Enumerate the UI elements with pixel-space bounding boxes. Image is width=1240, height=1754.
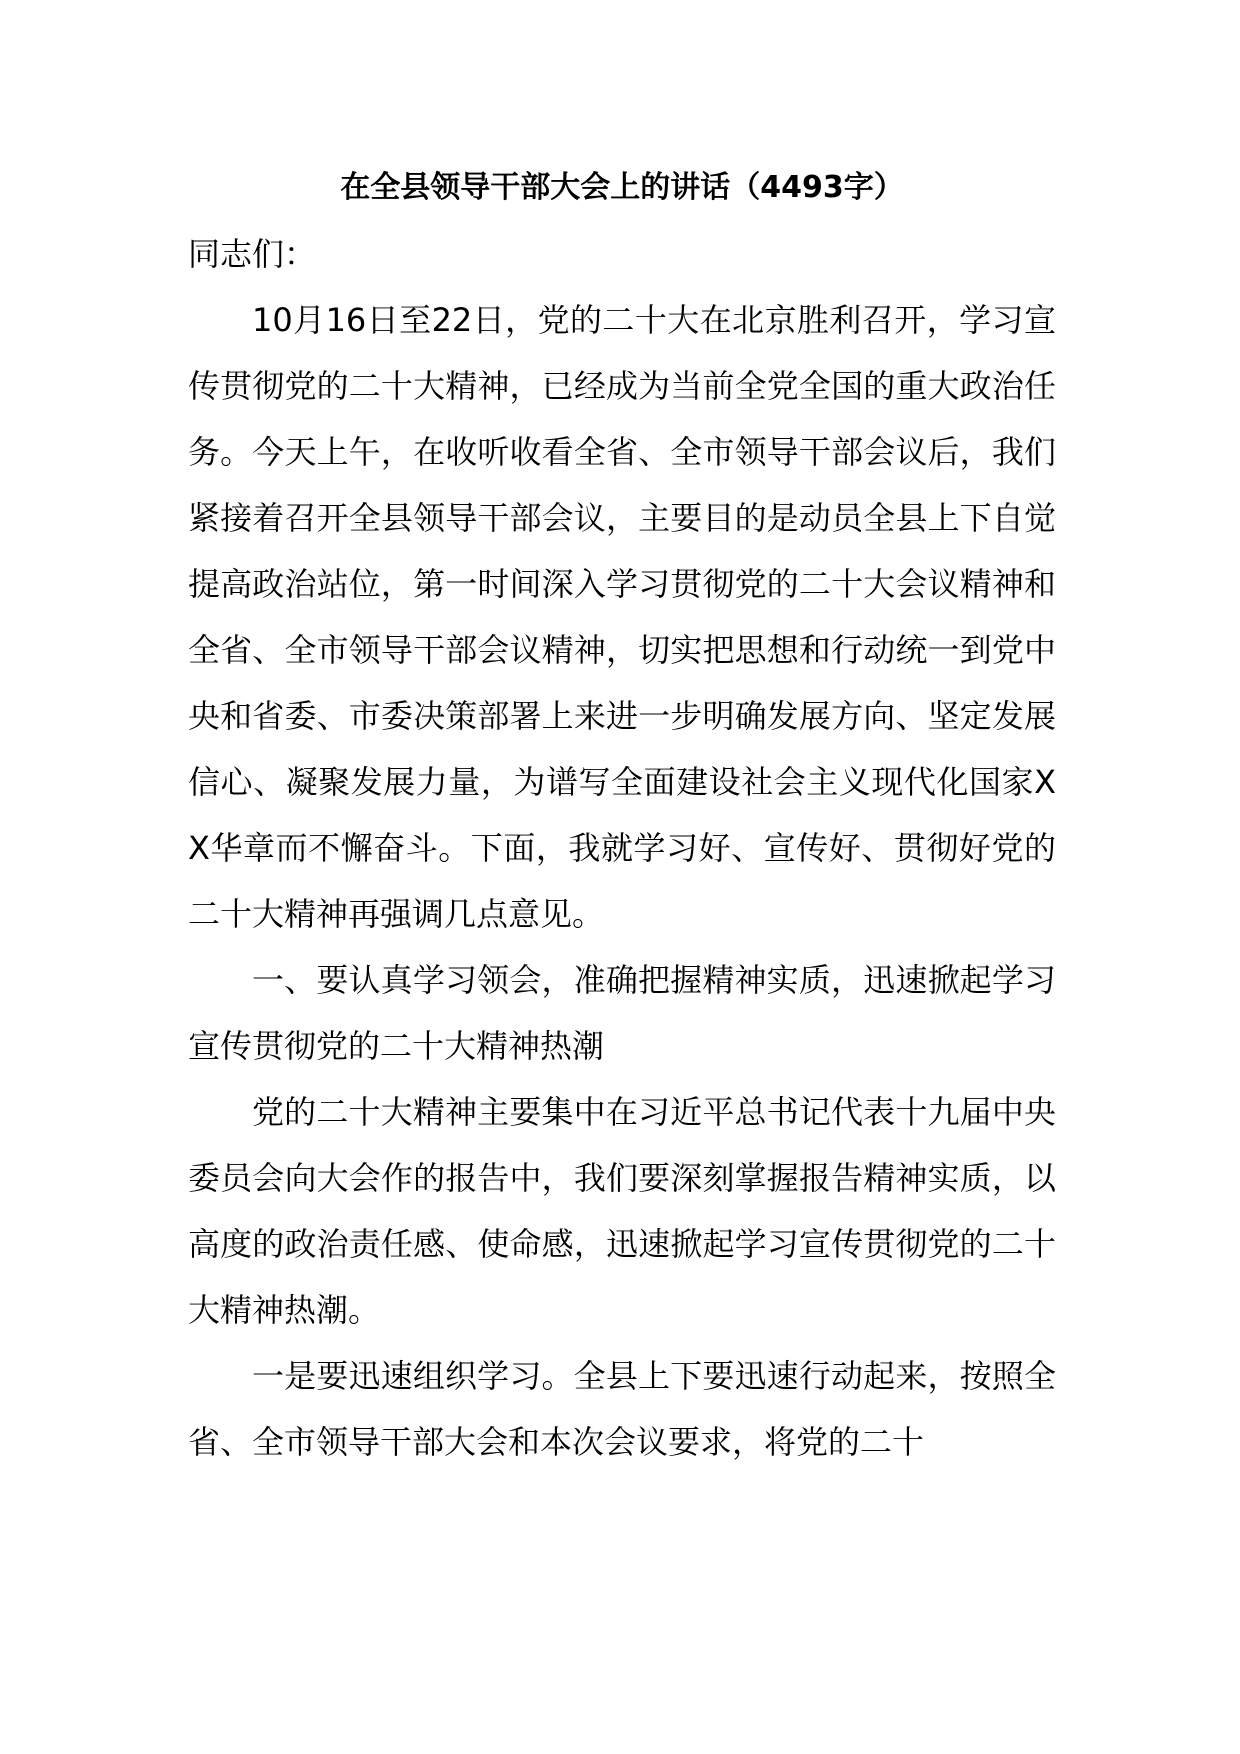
paragraph-point-1: 一是要迅速组织学习。全县上下要迅速行动起来，按照全省、全市领导干部大会和本次会议要求，将党的二十 — [188, 1357, 1056, 1461]
paragraph-section-1: 党的二十大精神主要集中在习近平总书记代表十九届中央委员会向大会作的报告中，我们要深刻掌握报告精神实质，以高度的政治责任感、使命感，迅速掀起学习宣传贯彻党的二十大精神热潮。 — [188, 1093, 1056, 1329]
paragraph-intro: 10月16日至22日，党的二十大在北京胜利召开，学习宣传贯彻党的二十大精神，已经成为当前全党全国的重大政治任务。今天上午，在收听收看全省、全市领导干部会议后，我们紧接着召开全县领导干部会议，主要目的是动员全县上下自觉提高政治站位，第一时间深入学习贯彻党的二十大会议精神和全省、全市领导干部会议精神，切实把思想和行动统一到党中央和省委、市委决策部署上来进一步明确发展方向、坚定发展信心、凝聚发展力量，为谱写全面建设社会主义现代化国家XX华章而不懈奋斗。下面，我就学习好、宣传好、贯彻好党的二十大精神再强调几点意见。 — [188, 301, 1056, 933]
section-heading-1: 一、要认真学习领会，准确把握精神实质，迅速掀起学习宣传贯彻党的二十大精神热潮 — [188, 961, 1056, 1065]
salutation: 同志们： — [188, 235, 317, 273]
document-title: 在全县领导干部大会上的讲话（4493字） — [340, 170, 904, 205]
document-body — [188, 155, 1056, 1475]
